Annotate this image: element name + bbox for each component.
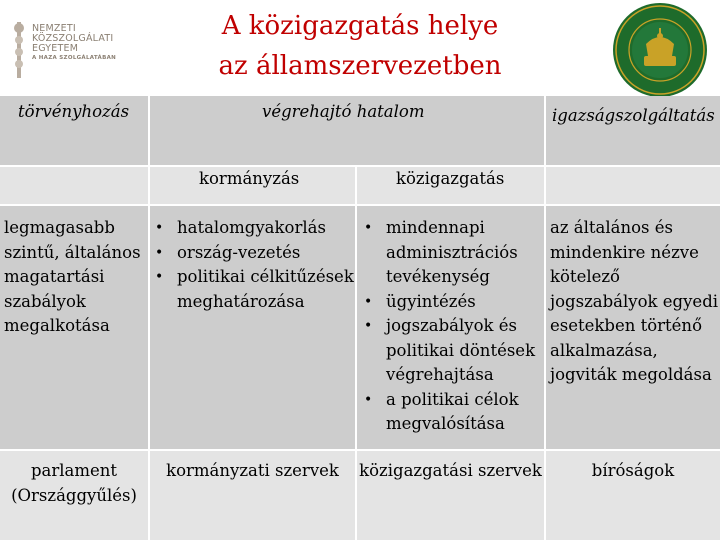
body-parliament-name: (Országgyűlés) [11,485,137,505]
header-judiciary: igazságszolgáltatás [552,106,715,125]
list-item: • ország-vezetés [177,241,300,266]
body-judiciary: bíróságok [591,461,675,480]
column-divider [355,166,357,540]
state-structure-table: törvényhozás végrehajtó hatalom igazságszolgáltatás kormányzás közigazgatás legmagasabb szintű, általános magatartási szabályok megalkotása • hatalomgyakorlás • ország-vezetés • politikai célkitűzések meghatározása • mindennapi adminisztrációs tevékenység • ügyintézés • jogszabályok és politikai döntések végrehajtása • a politikai célok megvalósítása az általános és mindenkire nézve kötelező jogszabályok egyedi esetekben történő alkalmazása, jogviták megoldása parlament (Országgyűlés) kormányzati szervek közigazgatási szervek bíróságok [0,96,720,540]
logo-tagline: A HAZA SZOLGÁLATÁBAN [32,55,117,61]
logo-line-1: NEMZETI [32,23,76,34]
body-parliament: parlament [30,461,118,480]
logo-line-2: KÖZSZOLGÁLATI [32,33,114,44]
list-item: • a politikai célok megvalósítása [386,388,519,437]
subheader-governance: kormányzás [199,169,300,188]
list-item: • politikai célkitűzések meghatározása [177,265,354,314]
row-divider [0,204,720,206]
slide-header [0,0,720,95]
body-administration: közigazgatási szervek [359,461,542,480]
slide-title-line-2: az államszervezetben [218,51,502,81]
row-divider [0,449,720,451]
list-item: • hatalomgyakorlás [177,216,326,241]
university-seal-icon [610,0,710,100]
body-governance: kormányzati szervek [166,461,339,480]
logo-line-3: EGYETEM [32,43,79,54]
header-legislation: törvényhozás [18,102,130,121]
header-executive: végrehajtó hatalom [262,102,425,121]
subheader-administration: közigazgatás [396,169,505,188]
list-item: • mindennapi adminisztrációs tevékenység [386,216,518,290]
row-divider [0,165,720,167]
crest-icon [12,22,26,78]
list-item: • jogszabályok és politikai döntések végrehajtása [386,314,535,388]
slide-title-line-1: A közigazgatás helye [221,11,499,41]
subheader-row [0,166,720,205]
university-logo [12,18,122,78]
list-item: • ügyintézés [386,290,476,315]
